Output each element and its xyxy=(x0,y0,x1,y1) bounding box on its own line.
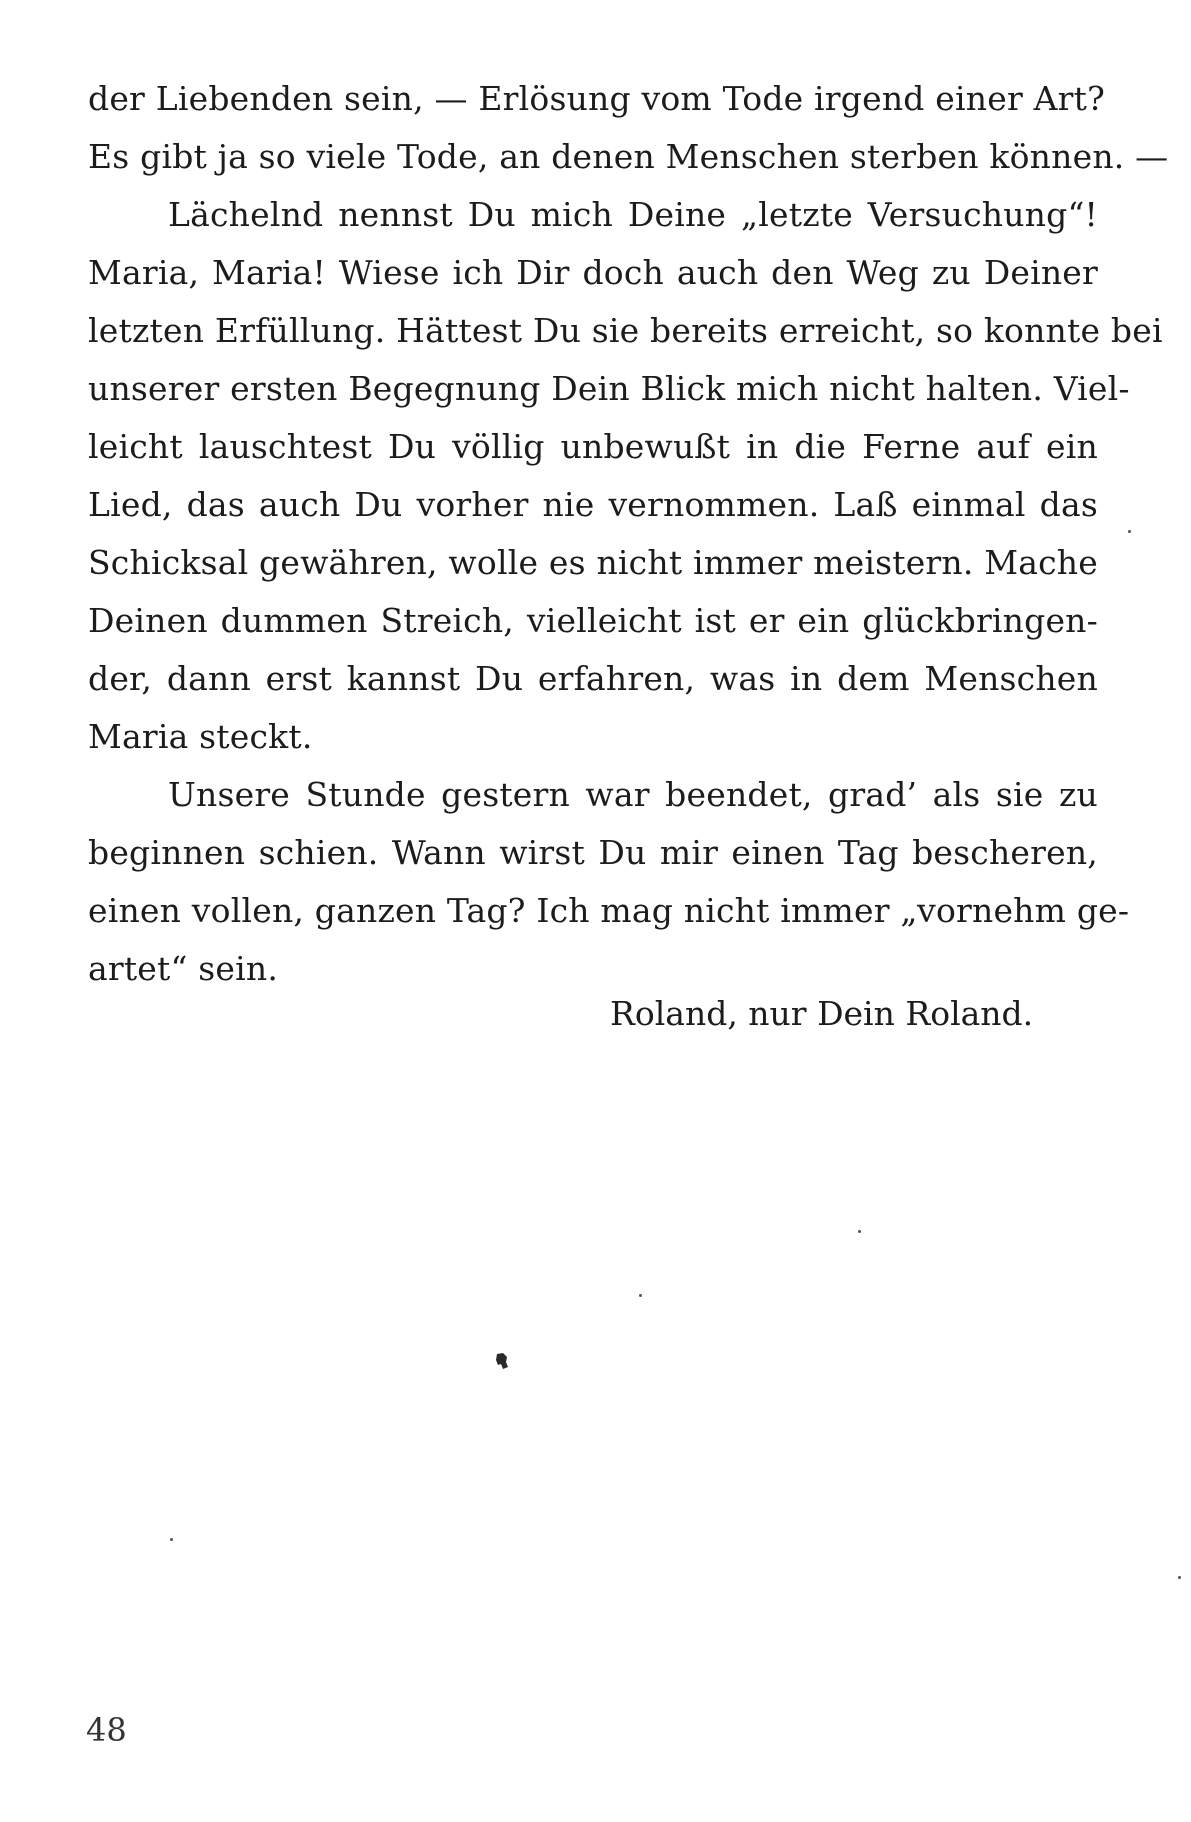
text-line: einen vollen, ganzen Tag? Ich mag nicht immer „vornehm ge- xyxy=(88,891,1130,930)
text-line: der, dann erst kannst Du erfahren, was in dem Menschen xyxy=(88,659,1098,698)
scan-speck xyxy=(858,1230,861,1233)
text-line: der Liebenden sein, — Erlösung vom Tode irgend einer Art? xyxy=(88,79,1105,118)
ornament-icon xyxy=(494,1352,510,1370)
text-line: Es gibt ja so viele Tode, an denen Menschen sterben können. — xyxy=(88,137,1169,176)
scan-speck xyxy=(170,1538,173,1541)
text-line: artet“ sein. xyxy=(88,949,279,988)
text-line: Unsere Stunde gestern war beendet, grad’ als sie zu xyxy=(168,775,1098,814)
text-line: Maria, Maria! Wiese ich Dir doch auch den Weg zu Deiner xyxy=(88,253,1098,292)
text-line: Deinen dummen Streich, vielleicht ist er ein glückbringen- xyxy=(88,601,1098,640)
scan-speck xyxy=(1178,1576,1181,1579)
scan-speck xyxy=(1128,530,1131,533)
text-line: Maria steckt. xyxy=(88,717,313,756)
scan-speck xyxy=(639,1294,642,1297)
body-text xyxy=(88,70,1169,998)
signature: Roland, nur Dein Roland. xyxy=(610,994,1034,1033)
text-line: Lächelnd nennst Du mich Deine „letzte Versuchung“! xyxy=(168,195,1098,234)
text-line: leicht lauschtest Du völlig unbewußt in die Ferne auf ein xyxy=(88,427,1098,466)
text-line: letzten Erfüllung. Hättest Du sie bereits erreicht, so konnte bei xyxy=(88,311,1163,350)
text-line: beginnen schien. Wann wirst Du mir einen Tag bescheren, xyxy=(88,833,1098,872)
text-line: unserer ersten Begegnung Dein Blick mich nicht halten. Viel- xyxy=(88,369,1130,408)
page-number: 48 xyxy=(86,1711,127,1749)
text-line: Lied, das auch Du vorher nie vernommen. Laß einmal das xyxy=(88,485,1098,524)
text-line: Schicksal gewähren, wolle es nicht immer meistern. Mache xyxy=(88,543,1098,582)
